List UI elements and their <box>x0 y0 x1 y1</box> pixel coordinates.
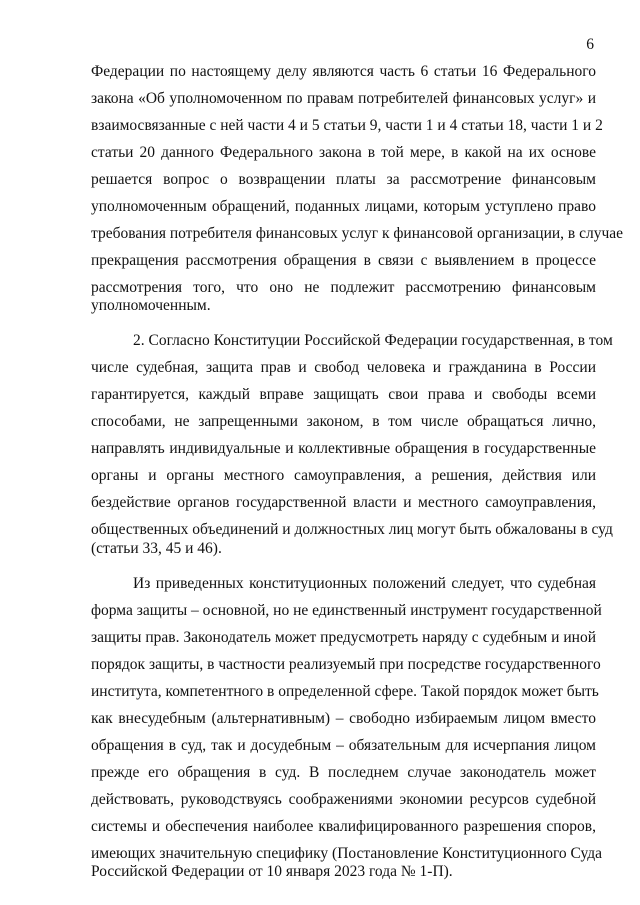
text-line: действовать, руководствуясь соображениями экономии ресурсов судебной <box>91 791 596 808</box>
text-line: числе судебная, защита прав и свобод человека и гражданина в России <box>91 359 596 376</box>
text-line: как внесудебным (альтернативным) – свободно избираемым лицом вместо <box>91 710 596 727</box>
text-line: Федерации по настоящему делу являются часть 6 статьи 16 Федерального <box>91 63 596 80</box>
text-line: требования потребителя финансовых услуг к финансовой организации, в случае <box>91 225 624 242</box>
text-line: способами, не запрещенными законом, в том числе обращаться лично, <box>91 413 596 430</box>
page-number: 6 <box>586 36 594 53</box>
text-line: прежде его обращения в суд. В последнем случае законодатель может <box>91 764 596 781</box>
text-line: 2. Согласно Конституции Российской Федерации государственная, в том <box>133 332 613 349</box>
text-line: института, компетентного в определенной сфере. Такой порядок может быть <box>91 683 599 700</box>
text-line: направлять индивидуальные и коллективные обращения в государственные <box>91 440 596 457</box>
text-line: имеющих значительную специфику (Постановление Конституционного Суда <box>91 845 603 862</box>
text-line: Из приведенных конституционных положений следует, что судебная <box>133 575 596 592</box>
text-line: защиты прав. Законодатель может предусмотреть наряду с судебным и иной <box>91 629 596 646</box>
text-line: уполномоченным. <box>91 297 211 314</box>
text-line: обращения в суд, так и досудебным – обязательным для исчерпания лицом <box>91 737 596 754</box>
text-line: системы и обеспечения наиболее квалифицированного разрешения споров, <box>91 818 596 835</box>
text-line: органы и органы местного самоуправления, а решения, действия или <box>91 467 596 484</box>
text-line: статьи 20 данного Федерального закона в той мере, в какой на их основе <box>91 144 596 161</box>
text-line: порядок защиты, в частности реализуемый при посредстве государственного <box>91 656 601 673</box>
text-line: бездействие органов государственной власти и местного самоуправления, <box>91 494 596 511</box>
text-line: форма защиты – основной, но не единственный инструмент государственной <box>91 602 602 619</box>
text-line: (статьи 33, 45 и 46). <box>91 540 222 557</box>
text-line: рассмотрения того, что оно не подлежит рассмотрению финансовым <box>91 279 596 296</box>
text-line: общественных объединений и должностных лиц могут быть обжалованы в суд <box>91 521 613 538</box>
text-line: гарантируется, каждый вправе защищать свои права и свободы всеми <box>91 386 596 403</box>
text-line: решается вопрос о возвращении платы за рассмотрение финансовым <box>91 171 596 188</box>
text-line: Российской Федерации от 10 января 2023 года № 1-П). <box>91 863 453 880</box>
text-line: уполномоченным обращений, поданных лицами, которым уступлено право <box>91 198 596 215</box>
text-line: прекращения рассмотрения обращения в связи с выявлением в процессе <box>91 252 596 269</box>
text-line: взаимосвязанные с ней части 4 и 5 статьи 9, части 1 и 4 статьи 18, части 1 и 2 <box>91 117 603 134</box>
text-line: закона «Об уполномоченном по правам потребителей финансовых услуг» и <box>91 90 596 107</box>
